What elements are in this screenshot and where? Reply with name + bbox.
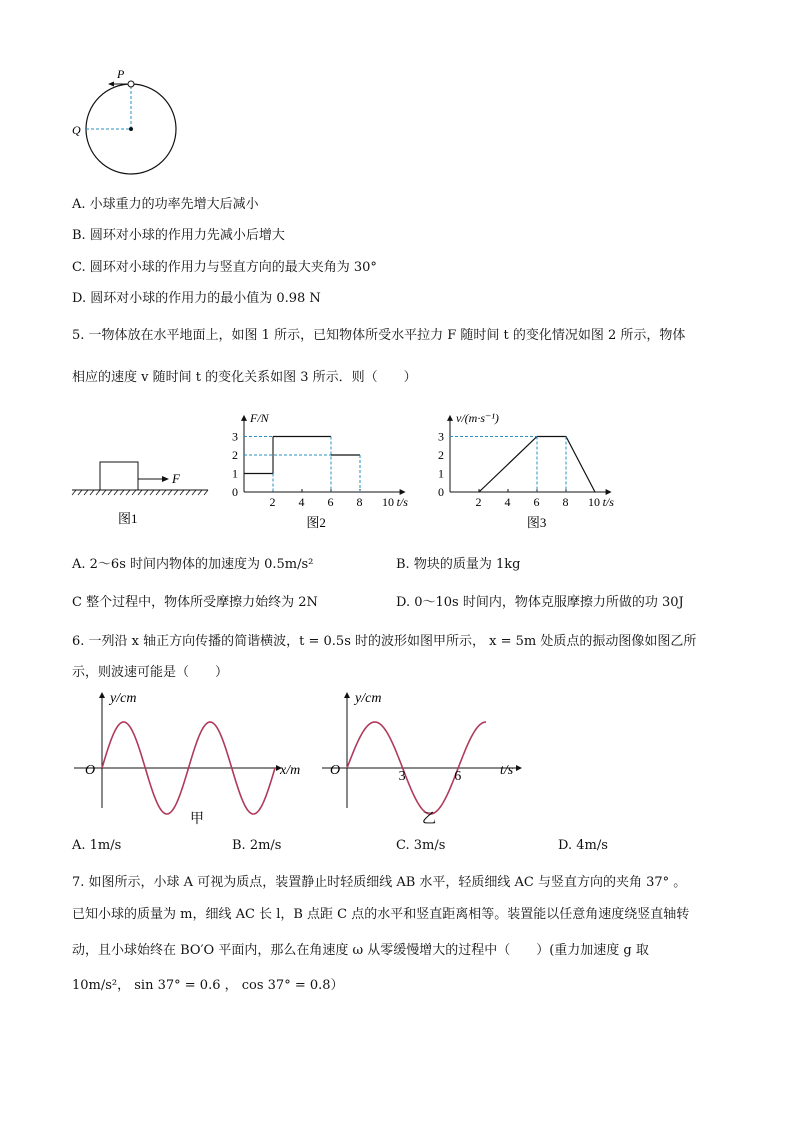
q7-line3: 动，且小球始终在 BO′O 平面内，那么在角速度 ω 从零缓慢增大的过程中（ ）(重力加速度 g 取 [72,943,649,958]
x-tick-label: 4 [298,495,305,509]
label-p: P [117,67,125,81]
q6-stem-line1: 6. 一列沿 x 轴正方向传播的简谐横波，t = 0.5s 时的波形如图甲所示， x = 5m 处质点的振动图像如图乙所 [72,634,697,649]
y-tick-label: 1 [232,466,238,481]
y-axis-label: F/N [250,410,269,425]
y-tick-label: 3 [232,429,238,444]
q5-option-c: C 整个过程中，物体所受摩擦力始终为 2N [72,595,318,610]
y-tick-label: 2 [438,448,444,462]
q7-line2: 已知小球的质量为 m，细线 AC 长 l，B 点距 C 点的水平和竖直距离相等。装置能以任意角速度绕竖直轴转 [72,907,690,922]
x-axis-label: t/s [396,495,408,509]
x-tick-label: 2 [269,495,276,509]
label-q: Q [72,123,81,137]
q4-option-d: D. 圆环对小球的作用力的最小值为 0.98 N [72,291,321,306]
q6-option-d: D. 4m/s [558,838,608,853]
x-tick-label: 10 [588,495,600,509]
wave-chart-yi [314,684,534,829]
fig3-caption: 图3 [526,515,547,530]
y-axis-arrow [99,692,105,698]
circle-figure [60,62,200,182]
q6-stem-line2: 示，则波速可能是（ ） [72,665,229,680]
y-axis-label: v/(m·s⁻¹) [456,410,499,425]
x-tick-label: 6 [533,495,540,509]
x-tick-label: 3 [398,769,406,784]
y-axis-arrow [241,415,247,421]
x-tick-label: 4 [504,495,511,509]
wave-caption: 乙 [422,812,436,827]
q4-option-b: B. 圆环对小球的作用力先减小后增大 [72,228,285,243]
y-tick-label: 0 [232,485,238,499]
y-tick-label: 0 [438,485,444,499]
y-axis-label: y/cm [110,691,137,706]
origin-label: O [85,763,96,778]
q5-option-a: A. 2～6s 时间内物体的加速度为 0.5m/s² [72,557,314,572]
x-tick-label: 6 [327,495,334,509]
fig1-caption: 图1 [118,511,138,526]
fig2-caption: 图2 [306,515,326,530]
x-tick-label: 2 [475,495,482,509]
force-label: F [172,471,180,486]
fig3-velocity-chart [432,402,632,534]
fig2-force-chart [228,402,428,534]
q7-line1: 7. 如图所示，小球 A 可视为质点，装置静止时轻质细线 AB 水平，轻质细线 AC 与竖直方向的夹角 37° 。 [72,875,687,890]
q5-option-d: D. 0～10s 时间内，物体克服摩擦力所做的功 30J [396,595,684,610]
x-tick-label: 10 [382,495,394,509]
q5-stem-line2: 相应的速度 v 随时间 t 的变化关系如图 3 所示．则（ ） [72,370,417,385]
wave-chart-jia [66,684,316,829]
q5-option-b: B. 物块的质量为 1kg [396,557,521,572]
q4-option-c: C. 圆环对小球的作用力与竖直方向的最大夹角为 30° [72,260,377,275]
x-axis-label: t/s [602,495,614,509]
y-axis-arrow [447,415,453,421]
q6-option-a: A. 1m/s [72,838,122,853]
x-axis-label: t/s [500,763,514,778]
x-tick-label: 8 [562,495,569,509]
velocity-arrowhead [108,82,114,87]
x-tick-label: 8 [356,495,363,509]
ground-hatch [72,490,208,495]
y-tick-label: 3 [438,429,444,444]
y-axis-arrow [344,692,350,698]
q6-option-b: B. 2m/s [232,838,282,853]
y-tick-label: 2 [232,448,238,462]
force-arrowhead [162,476,169,482]
x-axis-label: x/m [280,763,301,778]
q7-line4: 10m/s²， sin 37° = 0.6 ， cos 37° = 0.8） [72,978,344,993]
ball-p [128,81,134,87]
origin-label: O [330,763,341,778]
center-dot [129,127,133,131]
x-tick-label: 6 [454,769,462,784]
y-tick-label: 1 [438,466,444,481]
x-axis-arrow [516,765,522,771]
q6-option-c: C. 3m/s [396,838,446,853]
fig1-block-diagram [68,455,213,530]
y-axis-label: y/cm [355,691,382,706]
block [100,462,138,490]
q4-option-a: A. 小球重力的功率先增大后减小 [72,197,259,212]
q5-stem-line1: 5. 一物体放在水平地面上，如图 1 所示，已知物体所受水平拉力 F 随时间 t 的变化情况如图 2 所示，物体 [72,328,686,343]
wave-caption: 甲 [190,812,204,827]
